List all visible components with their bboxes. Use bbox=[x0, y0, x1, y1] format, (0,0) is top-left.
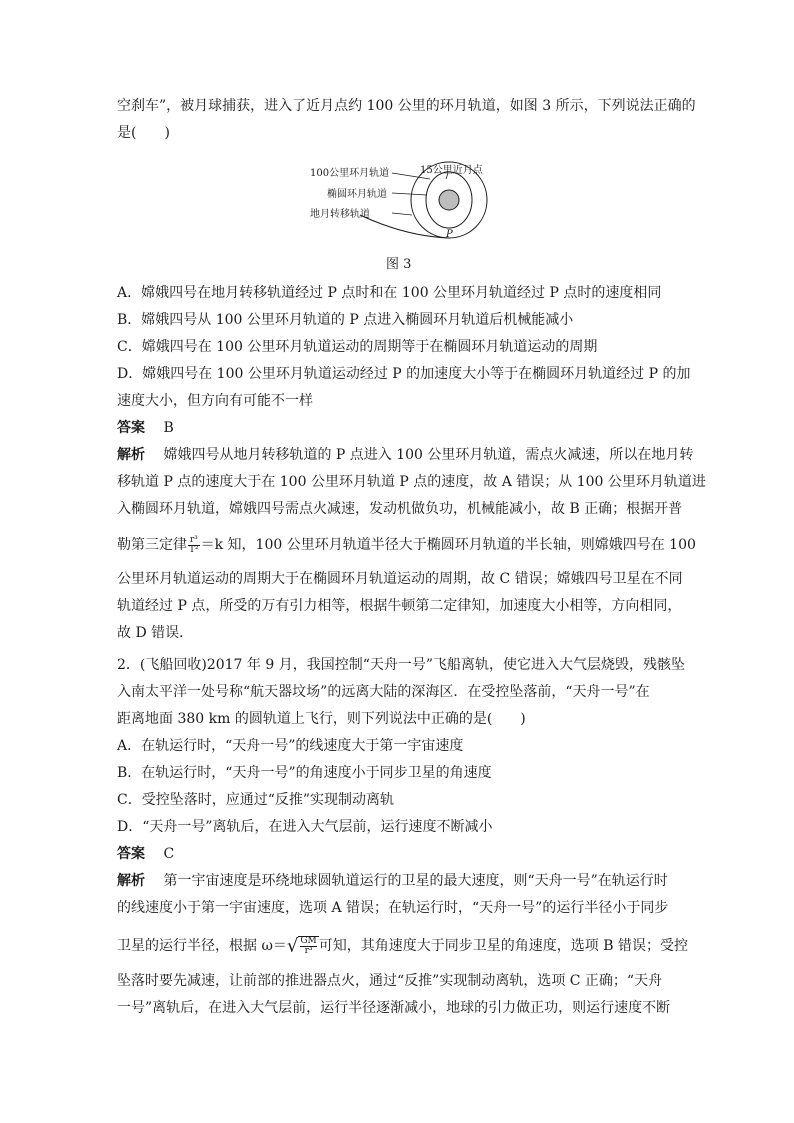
kepler-fraction-num: r³ bbox=[189, 534, 198, 545]
label-transfer-orbit: 地月转移轨道 bbox=[310, 209, 370, 220]
q2-answer bbox=[117, 844, 174, 864]
q1-stem-line2: 是( ) bbox=[117, 125, 170, 141]
q2-answer-label: 答案 bbox=[117, 846, 145, 862]
label-ellipse-orbit: 椭圆环月轨道 bbox=[327, 189, 387, 200]
q2-analysis-line1 bbox=[117, 871, 668, 891]
q2-analysis-label: 解析 bbox=[117, 873, 145, 889]
kepler-fraction bbox=[188, 536, 200, 555]
kepler-fraction-den: T² bbox=[189, 544, 199, 555]
q2-analysis-line4: 坠落时要先减速，让前部的推进器点火，通过“反推”实现制动离轨，选项 C 正确；“天舟 bbox=[117, 973, 663, 989]
transfer-orbit-curve bbox=[360, 215, 450, 238]
q2-option-d: D．“天舟一号”离轨后，在进入大气层前，运行速度不断减小 bbox=[117, 819, 493, 835]
omega-sqrt-formula: √ $\frac{GM}{\text{r³}}$ bbox=[286, 935, 317, 957]
q2-stem-line2: 入南太平洋一处号称“航天器坟场”的远离大陆的深海区．在受控坠落前，“天舟一号”在 bbox=[117, 684, 650, 700]
q2-stem-line1: 2．(飞船回收)2017 年 9 月，我国控制“天舟一号”飞船离轨，使它进入大气层烧毁，残骸坠 bbox=[117, 657, 686, 673]
q1-option-d-line2: 速度大小，但方向有可能不一样 bbox=[117, 393, 313, 409]
q1-option-d-line1: D．嫦娥四号在 100 公里环月轨道运动经过 P 的加速度大小等于在椭圆环月轨道经过 P 的加 bbox=[117, 366, 691, 382]
leader-line-transfer bbox=[392, 213, 412, 215]
q1-option-c: C．嫦娥四号在 100 公里环月轨道运动的周期等于在椭圆环月轨道运动的周期 bbox=[117, 339, 598, 355]
orbit-diagram bbox=[300, 157, 500, 257]
q1-analysis-line3: 入椭圆环月轨道，嫦娥四号需点火减速，发动机做负功，机械能减小，故 B 正确；根据开普 bbox=[117, 501, 683, 517]
q1-answer-label: 答案 bbox=[117, 420, 145, 436]
q2-answer-value: C bbox=[163, 846, 175, 862]
q2-analysis-line3-post: 可知，其角速度大于同步卫星的角速度，选项 B 错误；受控 bbox=[318, 938, 688, 954]
q1-analysis-line4-post: ＝k 知，100 公里环月轨道半径大于椭圆环月轨道的半长轴，则嫦娥四号在 100 bbox=[200, 537, 696, 553]
omega-sqrt-den: r³ bbox=[304, 946, 313, 956]
q1-answer-value: B bbox=[163, 420, 174, 436]
label-15km-perilune: 15公里近月点 bbox=[420, 165, 483, 176]
q2-analysis-line3 bbox=[117, 936, 688, 956]
q1-option-b: B．嫦娥四号从 100 公里环月轨道的 P 点进入椭圆环月轨道后机械能减小 bbox=[117, 312, 574, 328]
leader-line-ellipse bbox=[392, 193, 427, 195]
orbit-figure bbox=[300, 157, 500, 257]
q1-option-a: A．嫦娥四号在地月转移轨道经过 P 点时和在 100 公里环月轨道经过 P 点时的速度相同 bbox=[117, 285, 662, 301]
q1-analysis-line7: 故 D 错误． bbox=[117, 625, 194, 641]
figure-caption: 图 3 bbox=[386, 257, 412, 272]
q1-analysis-line1 bbox=[117, 445, 693, 465]
q1-analysis-line5: 公里环月轨道运动的周期大于在椭圆环月轨道运动的周期，故 C 错误；嫦娥四号卫星在不同 bbox=[117, 571, 683, 587]
q2-analysis-text1: 第一宇宙速度是环绕地球圆轨道运行的卫星的最大速度，则“天舟一号”在轨运行时 bbox=[163, 873, 668, 889]
q2-stem-line3: 距离地面 380 km 的圆轨道上飞行，则下列说法中正确的是( ) bbox=[117, 711, 526, 727]
label-100km-orbit: 100公里环月轨道 bbox=[310, 168, 390, 179]
q2-analysis-line5: 一号”离轨后，在进入大气层前，运行半径逐渐减小，地球的引力做正功，则运行速度不断 bbox=[117, 1000, 671, 1016]
label-point-p: P bbox=[446, 229, 453, 240]
q1-analysis-line2: 移轨道 P 点的速度大于在 100 公里环月轨道 P 点的速度，故 A 错误；从 100 公里环月轨道进 bbox=[117, 474, 706, 490]
q1-analysis-line4-pre: 勒第三定律 bbox=[117, 537, 187, 553]
q1-analysis-line4 bbox=[117, 535, 696, 555]
q2-analysis-line3-pre: 卫星的运行半径，根据 ω＝ bbox=[117, 938, 287, 954]
q1-analysis-label: 解析 bbox=[117, 447, 145, 463]
q2-option-a: A．在轨运行时，“天舟一号”的线速度大于第一宇宙速度 bbox=[117, 738, 464, 754]
q1-stem-line1: 空刹车”，被月球捕获，进入了近月点约 100 公里的环月轨道，如图 3 所示，下列说法正确的 bbox=[117, 98, 696, 114]
q1-answer bbox=[117, 418, 174, 438]
q2-analysis-line2: 的线速度小于第一宇宙速度，选项 A 错误；在轨运行时，“天舟一号”的运行半径小于同步 bbox=[117, 900, 669, 916]
q2-option-c: C．受控坠落时，应通过“反推”实现制动离轨 bbox=[117, 792, 395, 808]
q1-analysis-line6: 轨道经过 P 点，所受的万有引力相等，根据牛顿第二定律知，加速度大小相等，方向相同， bbox=[117, 598, 682, 614]
moon-icon bbox=[439, 190, 459, 210]
q2-option-b: B．在轨运行时，“天舟一号”的角速度小于同步卫星的角速度 bbox=[117, 765, 492, 781]
omega-sqrt-num: GM bbox=[300, 936, 317, 946]
q1-analysis-text1: 嫦娥四号从地月转移轨道的 P 点进入 100 公里环月轨道，需点火减速，所以在地月转 bbox=[163, 447, 694, 463]
